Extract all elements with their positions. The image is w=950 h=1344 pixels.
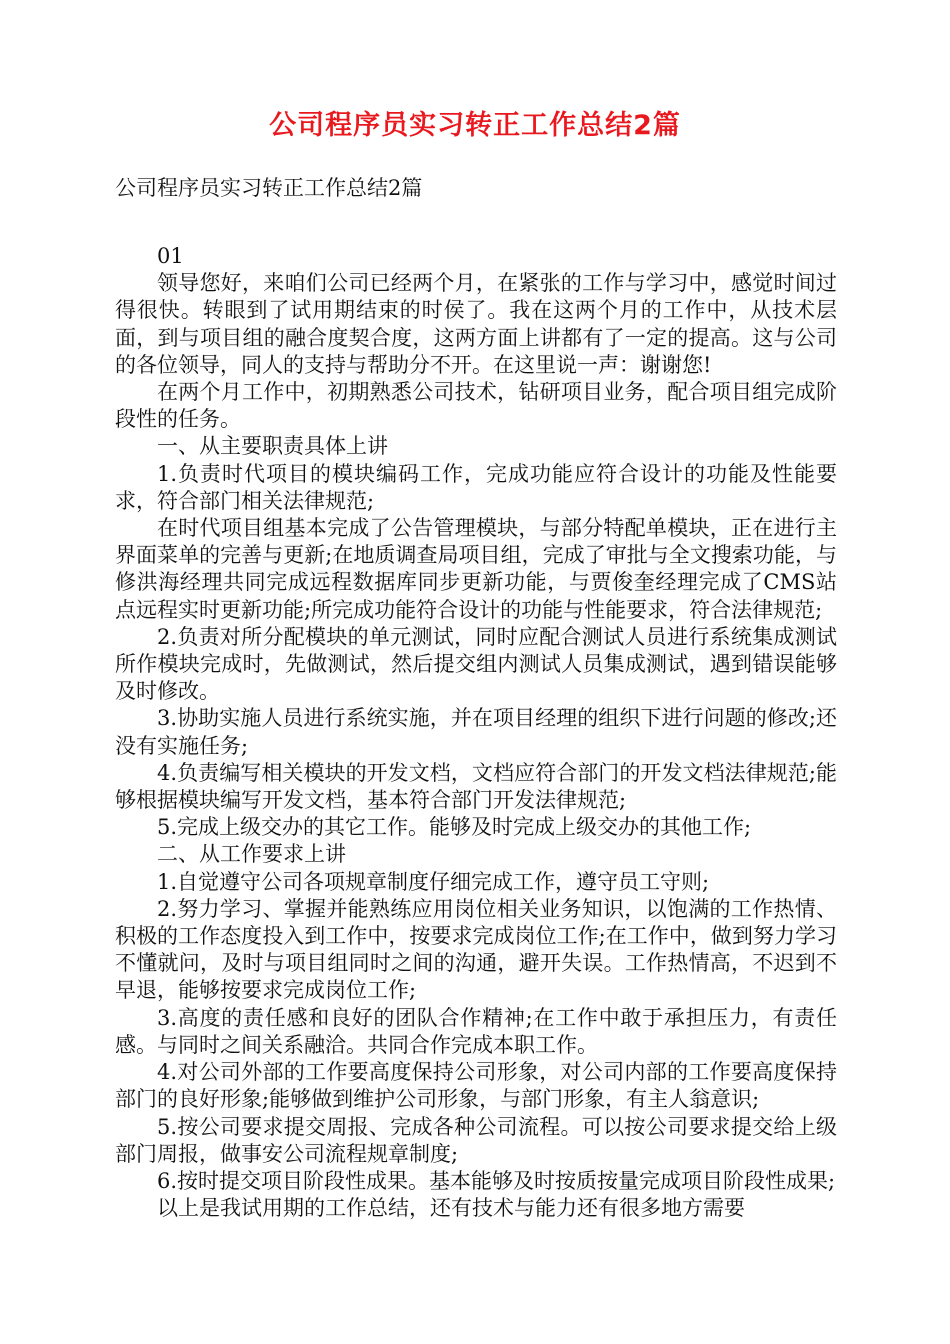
body-paragraph: 以上是我试用期的工作总结，还有技术与能力还有很多地方需要 xyxy=(157,1196,745,1221)
body-paragraph: 4.对公司外部的工作要高度保持公司形象，对公司内部的工作要高度保持部门的良好形象;能够做到维护公司形象，与部门形象，有主人翁意识; xyxy=(115,1060,837,1112)
body-paragraph: 6.按时提交项目阶段性成果。基本能够及时按质按量完成项目阶段性成果; xyxy=(157,1168,836,1193)
body-paragraph: 1.负责时代项目的模块编码工作，完成功能应符合设计的功能及性能要求，符合部门相关法律规范; xyxy=(115,461,837,513)
body-paragraph: 在时代项目组基本完成了公告管理模块，与部分特配单模块，正在进行主界面菜单的完善与更新;在地质调查局项目组，完成了审批与全文搜索功能，与修洪海经理共同完成远程数据库同步更新功能，与贾俊奎经理完成了CMS站点远程实时更新功能;所完成功能符合设计的功能与性能要求，符合法律规范; xyxy=(115,516,837,622)
body-paragraph: 领导您好，来咱们公司已经两个月，在紧张的工作与学习中，感觉时间过得很快。转眼到了试用期结束的时侯了。我在这两个月的工作中，从技术层面，到与项目组的融合度契合度，这两方面上讲都有了一定的提高。这与公司的各位领导，同人的支持与帮助分不开。在这里说一声：谢谢您! xyxy=(115,271,837,377)
body-paragraph: 二、从工作要求上讲 xyxy=(157,842,346,867)
body-paragraph: 2.努力学习、掌握并能熟练应用岗位相关业务知识，以饱满的工作热情、积极的工作态度投入到工作中，按要求完成岗位工作;在工作中，做到努力学习不懂就问，及时与项目组同时之间的沟通，避开失误。工作热情高，不迟到不早退，能够按要求完成岗位工作; xyxy=(115,896,837,1003)
document-body xyxy=(115,243,837,1222)
body-paragraph: 3.高度的责任感和良好的团队合作精神;在工作中敢于承担压力，有责任感。与同时之间关系融洽。共同合作完成本职工作。 xyxy=(115,1005,837,1057)
body-paragraph: 4.负责编写相关模块的开发文档，文档应符合部门的开发文档法律规范;能够根据模块编写开发文档，基本符合部门开发法律规范; xyxy=(115,760,837,813)
document-subtitle: 公司程序员实习转正工作总结2篇 xyxy=(115,176,423,200)
body-paragraph: 2.负责对所分配模块的单元测试，同时应配合测试人员进行系统集成测试所作模块完成时，先做测试，然后提交组内测试人员集成测试，遇到错误能够及时修改。 xyxy=(115,624,837,704)
body-paragraph: 01 xyxy=(157,244,184,268)
body-paragraph: 5.完成上级交办的其它工作。能够及时完成上级交办的其他工作; xyxy=(157,815,752,840)
body-paragraph: 1.自觉遵守公司各项规章制度仔细完成工作，遵守员工守则; xyxy=(157,869,710,894)
body-paragraph: 在两个月工作中，初期熟悉公司技术，钻研项目业务，配合项目组完成阶段性的任务。 xyxy=(115,380,837,432)
document-title: 公司程序员实习转正工作总结2篇 xyxy=(269,110,681,141)
body-paragraph: 5.按公司要求提交周报、完成各种公司流程。可以按公司要求提交给上级部门周报，做事安公司流程规章制度; xyxy=(115,1114,837,1166)
body-paragraph: 一、从主要职责具体上讲 xyxy=(157,434,388,459)
body-paragraph: 3.协助实施人员进行系统实施，并在项目经理的组织下进行问题的修改;还没有实施任务; xyxy=(115,706,837,758)
